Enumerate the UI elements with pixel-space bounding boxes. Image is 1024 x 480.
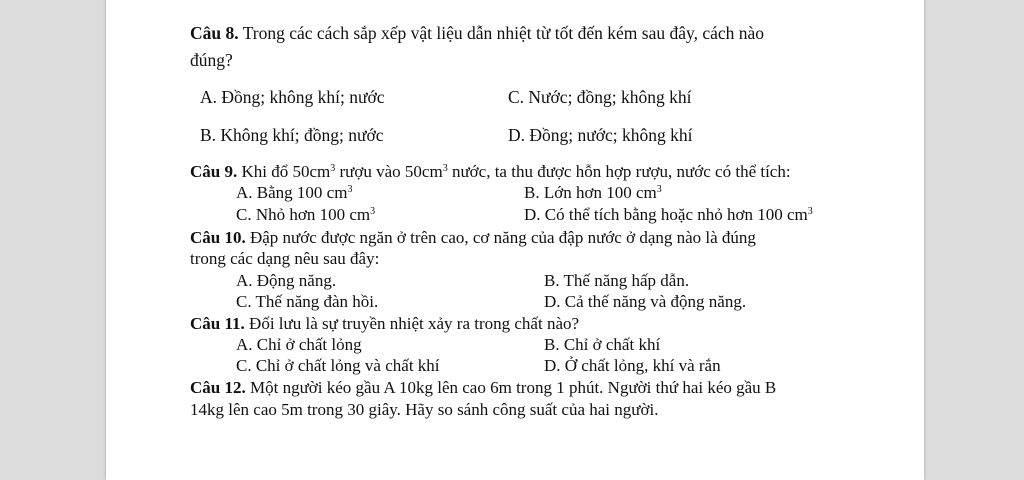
question-10-option-a: A. Động năng. <box>236 271 337 290</box>
question-10-option-c: C. Thế năng đàn hồi. <box>236 292 379 311</box>
option-text: B. Lớn hơn 100 cm <box>524 183 657 202</box>
option-text: A. Bằng 100 cm <box>236 183 348 202</box>
question-10-line-1 <box>190 228 756 248</box>
question-10-text: Đập nước được ngăn ở trên cao, cơ năng của đập nước ở dạng nào là đúng <box>249 228 756 247</box>
question-9-stem <box>190 162 791 182</box>
question-11-option-b: B. Chỉ ở chất khí <box>544 335 661 354</box>
question-10-option-b: B. Thế năng hấp dẫn. <box>544 271 690 290</box>
question-11-option-a: A. Chỉ ở chất lỏng <box>236 335 362 354</box>
question-9-option-c <box>236 205 375 225</box>
question-8-line-2: đúng? <box>190 50 233 70</box>
question-10-line-2: trong các dạng nêu sau đây: <box>190 249 380 268</box>
question-8-text: Trong các cách sắp xếp vật liệu dẫn nhiệt từ tốt đến kém sau đây, cách nào <box>242 23 765 43</box>
question-8-option-b: B. Không khí; đồng; nước <box>200 125 384 145</box>
question-11-stem <box>190 314 579 334</box>
question-12-text: Một người kéo gầu A 10kg lên cao 6m trong 1 phút. Người thứ hai kéo gầu B <box>249 378 777 397</box>
question-12-label: Câu 12. <box>190 378 246 397</box>
question-11-label: Câu 11. <box>190 314 245 333</box>
question-12-line-1 <box>190 378 776 398</box>
question-9-label: Câu 9. <box>190 162 238 181</box>
document-page <box>106 0 924 480</box>
question-11-text: Đối lưu là sự truyền nhiệt xảy ra trong chất nào? <box>249 314 580 333</box>
superscript: 3 <box>330 163 336 174</box>
option-text: C. Nhỏ hơn 100 cm <box>236 205 371 224</box>
question-9-text-part-3: nước, ta thu được hỗn hợp rượu, nước có thể tích: <box>447 162 791 181</box>
question-8-option-a: A. Đồng; không khí; nước <box>200 87 385 107</box>
option-text: D. Có thể tích bằng hoặc nhỏ hơn 100 cm <box>524 205 808 224</box>
question-10-option-d: D. Cả thế năng và động năng. <box>544 292 747 311</box>
superscript: 3 <box>442 163 448 174</box>
question-8-label: Câu 8. <box>190 23 239 43</box>
question-12-line-2: 14kg lên cao 5m trong 30 giây. Hãy so sánh công suất của hai người. <box>190 400 659 419</box>
question-8-option-c: C. Nước; đồng; không khí <box>508 87 692 107</box>
question-9-text-part-1: Khi đổ 50cm <box>241 162 331 181</box>
superscript: 3 <box>656 184 662 195</box>
superscript: 3 <box>347 184 353 195</box>
question-9-option-b <box>524 183 662 203</box>
superscript: 3 <box>807 206 813 217</box>
question-8-line-1 <box>190 23 764 43</box>
question-11-option-c: C. Chỉ ở chất lỏng và chất khí <box>236 356 440 375</box>
question-11-option-d: D. Ở chất lỏng, khí và rắn <box>544 356 721 375</box>
question-10-label: Câu 10. <box>190 228 246 247</box>
question-8-option-d: D. Đồng; nước; không khí <box>508 125 693 145</box>
question-9-option-a <box>236 183 352 203</box>
superscript: 3 <box>370 206 376 217</box>
question-9-text-part-2: rượu vào 50cm <box>335 162 443 181</box>
question-9-option-d <box>524 205 813 225</box>
